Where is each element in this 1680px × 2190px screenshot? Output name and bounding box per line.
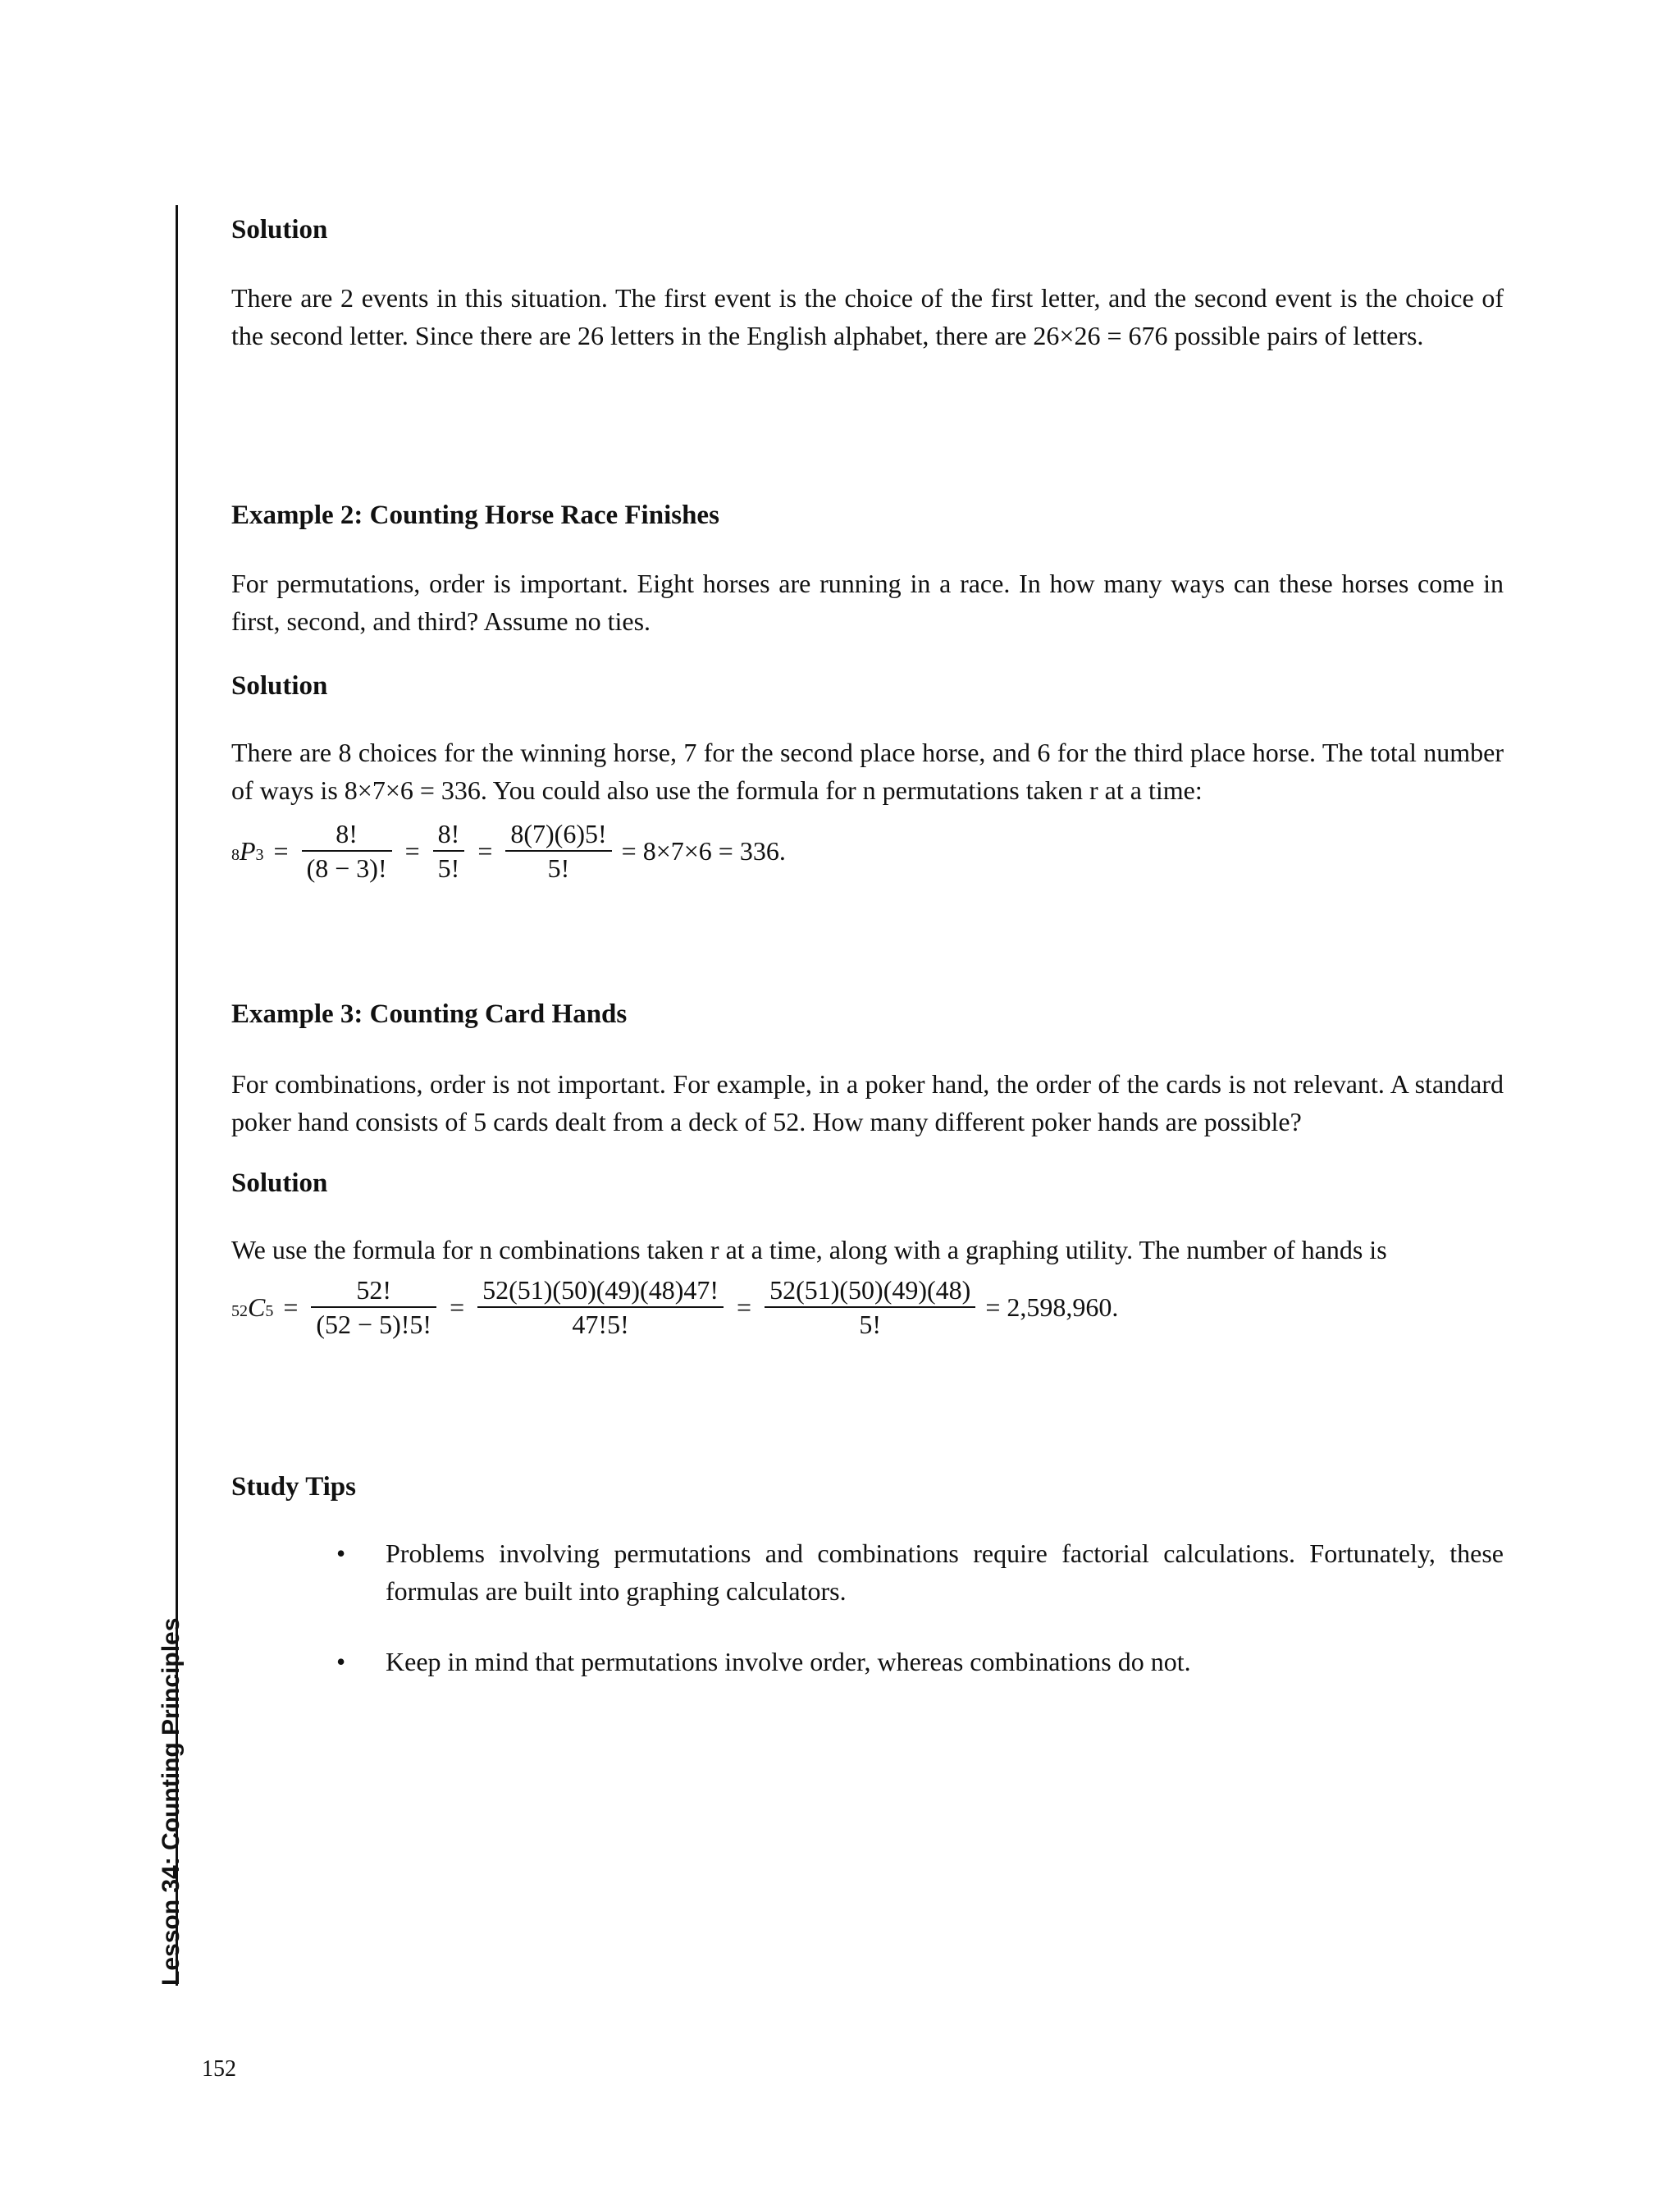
example-2-paragraph: For permutations, order is important. Eight horses are running in a race. In how many ways can these horses come in first, second, and third? Assume no ties. xyxy=(231,569,1504,636)
equals-sign: = xyxy=(283,1292,299,1322)
example-3-heading: Example 3: Counting Card Hands xyxy=(231,999,628,1029)
fraction: $\frac{52!}{(52 - 5)!5!}$ xyxy=(311,1273,436,1341)
example-3-solution-paragraph: We use the formula for n combinations taken r at a time, along with a graphing utility. The number of hands is xyxy=(231,1235,1387,1264)
formula-lhs: 52C5 xyxy=(231,1292,274,1322)
formula-lhs: 8P3 xyxy=(231,835,264,866)
solution-heading: Solution xyxy=(231,215,328,245)
example-3-solution-heading: Solution xyxy=(231,1168,328,1198)
equals-sign: = xyxy=(737,1292,752,1322)
equals-sign: = xyxy=(404,835,420,866)
combination-formula xyxy=(231,1273,1118,1341)
formula-result: = 8×7×6 = 336. xyxy=(621,835,786,866)
example-2-heading: Example 2: Counting Horse Race Finishes xyxy=(231,501,719,530)
solution-paragraph: There are 2 events in this situation. The first event is the choice of the first letter, and the second event is the choice of the second letter. Since there are 26 letters in the English alphabet, there are 26×26 = 676 possible pairs of letters. xyxy=(231,283,1504,350)
bullet-icon: • xyxy=(336,1647,346,1676)
permutation-formula xyxy=(231,817,786,885)
bullet-icon: • xyxy=(336,1538,346,1568)
equals-sign: = xyxy=(450,1292,465,1322)
page-number: 152 xyxy=(202,2056,236,2082)
formula-result: = 2,598,960. xyxy=(985,1292,1119,1322)
list-item xyxy=(336,1643,1504,1680)
equals-sign: = xyxy=(273,835,289,866)
fraction: $\frac{52(51)(50)(49)(48)}{5!}$ xyxy=(765,1273,975,1341)
study-tips-heading: Study Tips xyxy=(231,1472,356,1502)
fraction: $\frac{8!}{5!}$ xyxy=(433,817,465,885)
fraction: $\frac{8(7)(6)5!}{5!}$ xyxy=(505,817,611,885)
list-item-text: Keep in mind that permutations involve order, whereas combinations do not. xyxy=(386,1647,1191,1676)
fraction: $\frac{52(51)(50)(49)(48)47!}{47!5!}$ xyxy=(477,1273,724,1341)
equals-sign: = xyxy=(477,835,493,866)
fraction: $\frac{8!}{(8 - 3)!}$ xyxy=(302,817,392,885)
example-2-solution-paragraph: There are 8 choices for the winning horse, 7 for the second place horse, and 6 for the third place horse. The total number of ways is 8×7×6 = 336. You could also use the formula for n permutations taken r at a time: xyxy=(231,738,1504,805)
list-item-text: Problems involving permutations and combinations require factorial calculations. Fortunately, these formulas are built into graphing calculators. xyxy=(386,1538,1504,1606)
list-item xyxy=(336,1534,1504,1610)
example-3-paragraph: For combinations, order is not important. For example, in a poker hand, the order of the cards is not relevant. A standard poker hand consists of 5 cards dealt from a deck of 52. How many different poker hands are possible? xyxy=(231,1069,1504,1136)
example-2-solution-heading: Solution xyxy=(231,671,328,701)
lesson-side-title: Lesson 34: Counting Principles xyxy=(158,1617,185,1986)
